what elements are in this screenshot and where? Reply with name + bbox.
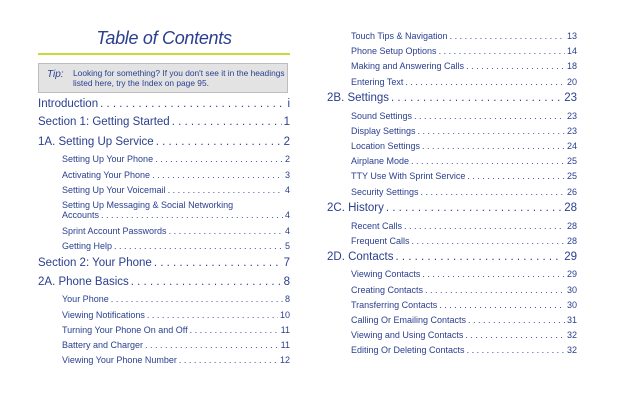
toc-entry-tty[interactable]: TTY Use With Sprint Service . . . 25 <box>351 171 577 181</box>
title-underline <box>38 53 290 55</box>
tip-box <box>38 63 288 93</box>
toc-entry-messaging[interactable]: Setting Up Messaging & Social Networking Accounts . . . 4 <box>62 200 290 220</box>
toc-entry-touch-tips[interactable]: Touch Tips & Navigation . . . 13 <box>351 31 577 41</box>
toc-entry-phone-number[interactable]: Viewing Your Phone Number . . . 12 <box>62 355 290 365</box>
toc-entry-voicemail[interactable]: Setting Up Your Voicemail . . . 4 <box>62 185 290 195</box>
toc-entry-recent-calls[interactable]: Recent Calls . . . 28 <box>351 221 577 231</box>
toc-entry-location[interactable]: Location Settings . . . 24 <box>351 141 577 151</box>
toc-entry-2c[interactable]: 2C. History . . . 28 <box>327 202 577 214</box>
toc-entry-getting-help[interactable]: Getting Help . . . 5 <box>62 241 290 251</box>
toc-entry-battery[interactable]: Battery and Charger . . . 11 <box>62 340 290 350</box>
toc-entry-section-2[interactable]: Section 2: Your Phone . . . 7 <box>38 257 290 269</box>
tip-text: Looking for something? If you don't see it in the headings listed here, try the Index on page 95. <box>73 68 285 88</box>
page-title: Table of Contents <box>96 28 232 48</box>
toc-entry-2a[interactable]: 2A. Phone Basics . . . 8 <box>38 276 290 288</box>
toc-entry-creating-contacts[interactable]: Creating Contacts . . . 30 <box>351 285 577 295</box>
toc-entry-transferring-contacts[interactable]: Transferring Contacts . . . 30 <box>351 300 577 310</box>
toc-entry-security[interactable]: Security Settings . . . 26 <box>351 187 577 197</box>
toc-entry-activating-phone[interactable]: Activating Your Phone . . . 3 <box>62 170 290 180</box>
toc-entry-on-off[interactable]: Turning Your Phone On and Off . . . 11 <box>62 325 290 335</box>
toc-entry-entering-text[interactable]: Entering Text . . . 20 <box>351 77 577 87</box>
toc-entry-your-phone[interactable]: Your Phone . . . 8 <box>62 294 290 304</box>
toc-entry-1a[interactable]: 1A. Setting Up Service . . . 2 <box>38 136 290 148</box>
toc-entry-2b[interactable]: 2B. Settings . . . 23 <box>327 92 577 104</box>
toc-entry-sound[interactable]: Sound Settings . . . 23 <box>351 111 577 121</box>
toc-entry-setup-options[interactable]: Phone Setup Options . . . 14 <box>351 46 577 56</box>
toc-entry-passwords[interactable]: Sprint Account Passwords . . . 4 <box>62 226 290 236</box>
toc-entry-editing-deleting[interactable]: Editing Or Deleting Contacts . . . 32 <box>351 345 577 355</box>
toc-entry-introduction[interactable]: Introduction . . . i <box>38 98 290 110</box>
toc-entry-setting-up-phone[interactable]: Setting Up Your Phone . . . 2 <box>62 154 290 164</box>
toc-entry-notifications[interactable]: Viewing Notifications . . . 10 <box>62 310 290 320</box>
tip-label: Tip: <box>47 69 64 80</box>
toc-entry-section-1[interactable]: Section 1: Getting Started . . . 1 <box>38 116 290 128</box>
toc-entry-calls[interactable]: Making and Answering Calls . . . 18 <box>351 61 577 71</box>
toc-entry-calling-emailing[interactable]: Calling Or Emailing Contacts . . . 31 <box>351 315 577 325</box>
toc-entry-display[interactable]: Display Settings . . . 23 <box>351 126 577 136</box>
toc-entry-viewing-using[interactable]: Viewing and Using Contacts . . . 32 <box>351 330 577 340</box>
toc-entry-frequent-calls[interactable]: Frequent Calls . . . 28 <box>351 236 577 246</box>
toc-entry-2d[interactable]: 2D. Contacts . . . 29 <box>327 251 577 263</box>
toc-entry-viewing-contacts[interactable]: Viewing Contacts . . . 29 <box>351 269 577 279</box>
toc-entry-airplane[interactable]: Airplane Mode . . . 25 <box>351 156 577 166</box>
